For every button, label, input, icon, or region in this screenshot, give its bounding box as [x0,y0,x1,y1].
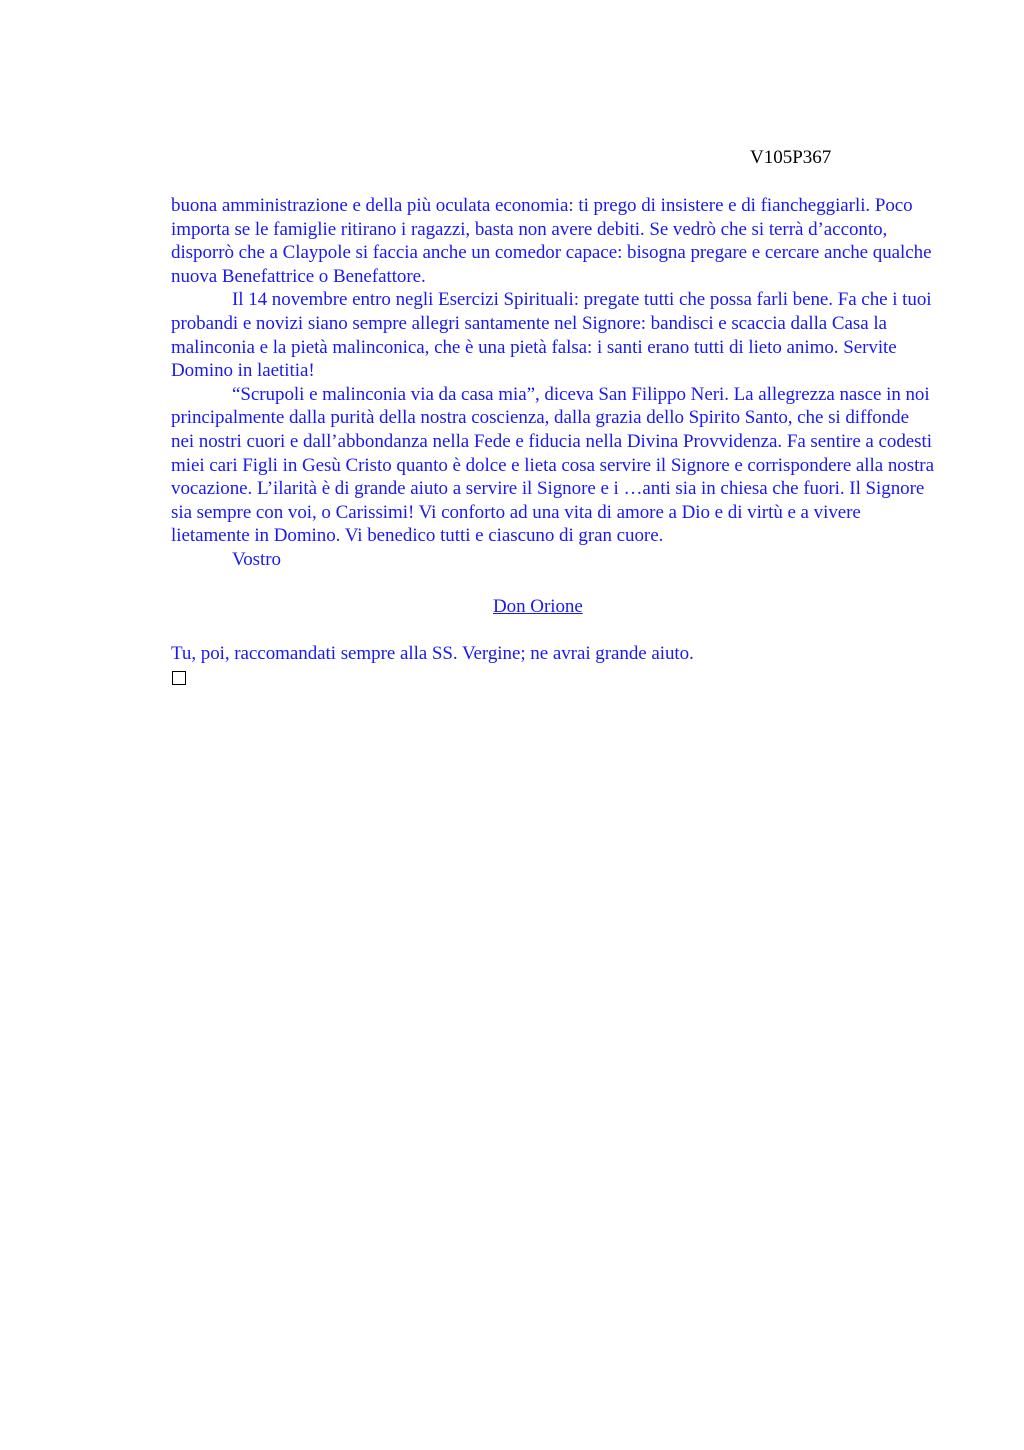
page-identifier: V105P367 [750,147,832,168]
signature-line [171,595,934,619]
postscript: Tu, poi, raccomandati sempre alla SS. Vergine; ne avrai grande aiuto. [171,643,694,665]
paragraph-3: “Scrupoli e malinconia via da casa mia”, diceva San Filippo Neri. La allegrezza nasce in noi principalmente dalla purità della nostra coscienza, dalla grazia dello Spirito Santo, che si diffonde nei nostri cuori e dall’abbondanza nella Fede e fiducia nella Divina Provvidenza. Fa sentire a codesti miei cari Figli in Gesù Cristo quanto è dolce e lieta cosa servire il Signore e corrispondere alla nostra vocazione. L’ilarità è di grande aiuto a servire il Signore e i …anti sia in chiesa che fuori. Il Signore sia sempre con voi, o Carissimi! Vi conforto ad una vita di amore a Dio e di virtù e a vivere lietamente in Domino. Vi benedico tutti e ciascuno di gran cuore. [171,383,934,547]
paragraph-2: Il 14 novembre entro negli Esercizi Spirituali: pregate tutti che possa farli bene. Fa che i tuoi probandi e novizi siano sempre allegri santamente nel Signore: bandisci e scaccia dalla Casa la malinconia e la pietà malinconica, che è una pietà falsa: i santi erano tutti di lieto animo. Servite Domino in laetitia! [171,289,932,382]
paragraph-1: buona amministrazione e della più oculata economia: ti prego di insistere e di fiancheggiarli. Poco importa se le famiglie ritirano i ragazzi, basta non avere debiti. Se vedrò che si terrà d’acconto, disporrò che a Claypole si faccia anche un comedor capace: bisogna pregare e cercare anche qualche nuova Benefattrice o Benefattore. [171,195,932,287]
signature: Don Orione [493,596,583,618]
closing: Vostro [232,548,281,570]
letter-body [171,194,934,685]
square-box-icon [172,671,186,685]
